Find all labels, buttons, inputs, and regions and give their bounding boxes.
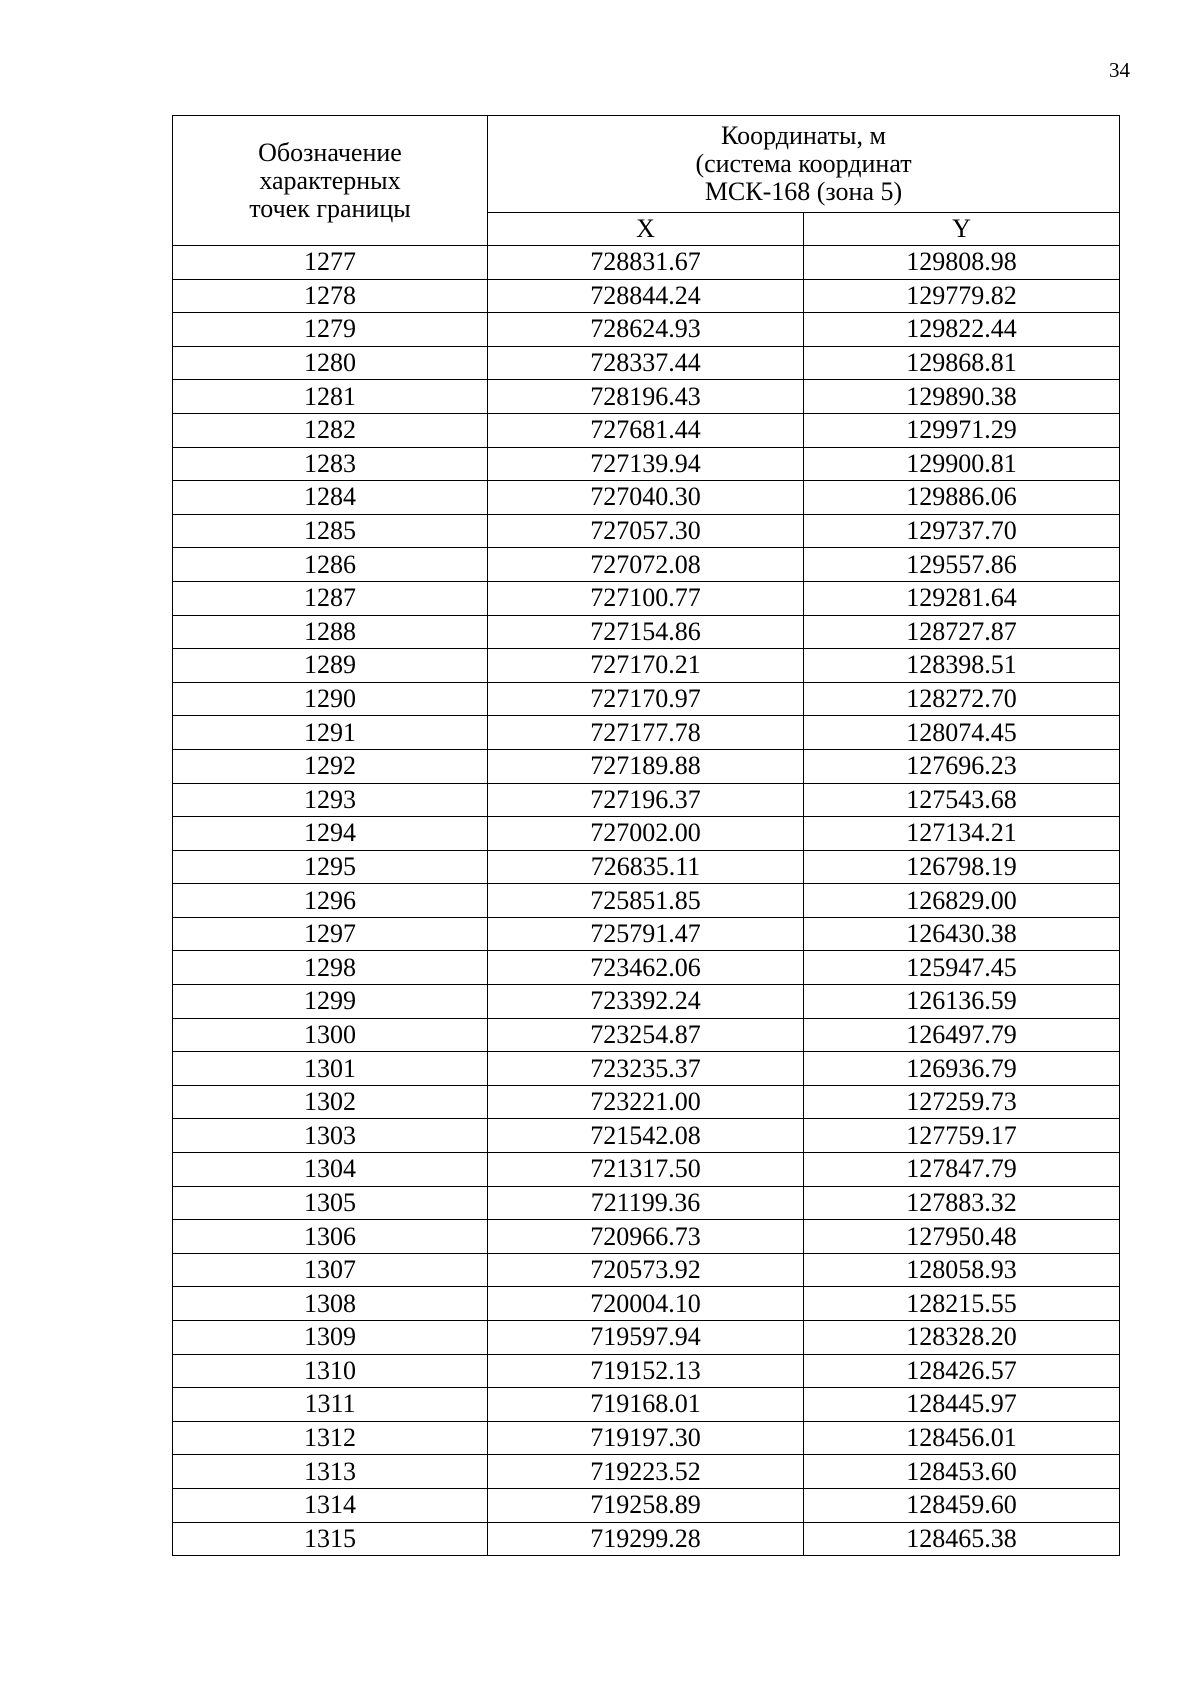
- table-row: [173, 850, 1120, 884]
- point-cell: 1286: [173, 548, 488, 582]
- y-cell: 127259.73: [804, 1085, 1120, 1119]
- table-row: [173, 246, 1120, 280]
- point-cell: 1309: [173, 1321, 488, 1355]
- y-cell: 128272.70: [804, 682, 1120, 716]
- point-cell: 1301: [173, 1052, 488, 1086]
- x-cell: 728844.24: [488, 279, 804, 313]
- table-row: [173, 1321, 1120, 1355]
- point-cell: 1300: [173, 1018, 488, 1052]
- y-cell: 127883.32: [804, 1186, 1120, 1220]
- table-row: [173, 1455, 1120, 1489]
- x-cell: 727170.21: [488, 649, 804, 683]
- point-cell: 1310: [173, 1354, 488, 1388]
- coordinates-table: [172, 115, 1120, 1556]
- table-row: [173, 514, 1120, 548]
- point-cell: 1307: [173, 1253, 488, 1287]
- x-cell: 727154.86: [488, 615, 804, 649]
- y-cell: 128328.20: [804, 1321, 1120, 1355]
- y-cell: 128215.55: [804, 1287, 1120, 1321]
- point-cell: 1283: [173, 447, 488, 481]
- table-row: [173, 1253, 1120, 1287]
- x-cell: 721199.36: [488, 1186, 804, 1220]
- y-cell: 129886.06: [804, 481, 1120, 515]
- y-cell: 129900.81: [804, 447, 1120, 481]
- table-row: [173, 1153, 1120, 1187]
- y-cell: 127759.17: [804, 1119, 1120, 1153]
- x-cell: 727139.94: [488, 447, 804, 481]
- point-cell: 1314: [173, 1488, 488, 1522]
- y-cell: 129779.82: [804, 279, 1120, 313]
- x-cell: 727177.78: [488, 716, 804, 750]
- x-cell: 727057.30: [488, 514, 804, 548]
- table-row: [173, 481, 1120, 515]
- point-cell: 1277: [173, 246, 488, 280]
- table-row: [173, 380, 1120, 414]
- point-cell: 1285: [173, 514, 488, 548]
- point-cell: 1293: [173, 783, 488, 817]
- table-row: [173, 413, 1120, 447]
- x-cell: 727189.88: [488, 749, 804, 783]
- y-cell: 127696.23: [804, 749, 1120, 783]
- point-cell: 1297: [173, 917, 488, 951]
- x-cell: 727681.44: [488, 413, 804, 447]
- point-cell: 1289: [173, 649, 488, 683]
- coordinates-header-line: Координаты, м: [721, 121, 886, 150]
- point-cell: 1296: [173, 884, 488, 918]
- table-row: [173, 884, 1120, 918]
- table-row: [173, 581, 1120, 615]
- x-cell: 728337.44: [488, 346, 804, 380]
- x-cell: 727170.97: [488, 682, 804, 716]
- x-cell: 723254.87: [488, 1018, 804, 1052]
- table-row: [173, 1388, 1120, 1422]
- point-cell: 1308: [173, 1287, 488, 1321]
- coordinates-header-line: (система координат: [695, 149, 912, 178]
- point-cell: 1315: [173, 1522, 488, 1556]
- y-cell: 127543.68: [804, 783, 1120, 817]
- y-cell: 127134.21: [804, 817, 1120, 851]
- table-row: [173, 649, 1120, 683]
- table-row: [173, 313, 1120, 347]
- y-cell: 128074.45: [804, 716, 1120, 750]
- y-cell: 129808.98: [804, 246, 1120, 280]
- y-column-header: Y: [804, 213, 1120, 246]
- point-column-header: [173, 116, 488, 246]
- y-cell: 128727.87: [804, 615, 1120, 649]
- table-row: [173, 1018, 1120, 1052]
- y-cell: 129868.81: [804, 346, 1120, 380]
- x-cell: 719299.28: [488, 1522, 804, 1556]
- point-cell: 1303: [173, 1119, 488, 1153]
- y-cell: 128465.38: [804, 1522, 1120, 1556]
- point-cell: 1284: [173, 481, 488, 515]
- x-cell: 720573.92: [488, 1253, 804, 1287]
- coordinates-column-header: [488, 116, 1120, 213]
- point-cell: 1298: [173, 951, 488, 985]
- point-cell: 1291: [173, 716, 488, 750]
- y-cell: 126497.79: [804, 1018, 1120, 1052]
- table-row: [173, 682, 1120, 716]
- point-cell: 1295: [173, 850, 488, 884]
- y-cell: 128445.97: [804, 1388, 1120, 1422]
- table-row: [173, 447, 1120, 481]
- y-cell: 129281.64: [804, 581, 1120, 615]
- y-cell: 129971.29: [804, 413, 1120, 447]
- table-row: [173, 1421, 1120, 1455]
- point-cell: 1290: [173, 682, 488, 716]
- y-cell: 129890.38: [804, 380, 1120, 414]
- x-cell: 728196.43: [488, 380, 804, 414]
- x-cell: 728831.67: [488, 246, 804, 280]
- table-row: [173, 279, 1120, 313]
- y-cell: 129557.86: [804, 548, 1120, 582]
- y-cell: 126829.00: [804, 884, 1120, 918]
- table-row: [173, 615, 1120, 649]
- y-cell: 127847.79: [804, 1153, 1120, 1187]
- point-header-line: точек границы: [249, 193, 411, 223]
- table-row: [173, 1354, 1120, 1388]
- table-row: [173, 951, 1120, 985]
- x-column-header: X: [488, 213, 804, 246]
- table-body: [173, 246, 1120, 1556]
- y-cell: 128459.60: [804, 1488, 1120, 1522]
- y-cell: 126936.79: [804, 1052, 1120, 1086]
- table-row: [173, 1488, 1120, 1522]
- y-cell: 125947.45: [804, 951, 1120, 985]
- table-row: [173, 1287, 1120, 1321]
- x-cell: 727072.08: [488, 548, 804, 582]
- x-cell: 719197.30: [488, 1421, 804, 1455]
- y-cell: 127950.48: [804, 1220, 1120, 1254]
- table-row: [173, 1052, 1120, 1086]
- point-cell: 1287: [173, 581, 488, 615]
- table-row: [173, 1220, 1120, 1254]
- x-cell: 723392.24: [488, 985, 804, 1019]
- y-cell: 126136.59: [804, 985, 1120, 1019]
- table-row: [173, 346, 1120, 380]
- coordinates-header-line: МСК-168 (зона 5): [704, 177, 903, 206]
- x-cell: 726835.11: [488, 850, 804, 884]
- point-cell: 1302: [173, 1085, 488, 1119]
- x-cell: 728624.93: [488, 313, 804, 347]
- table-row: [173, 548, 1120, 582]
- table-row: [173, 1119, 1120, 1153]
- point-cell: 1279: [173, 313, 488, 347]
- point-header-line: характерных: [259, 165, 401, 195]
- point-cell: 1288: [173, 615, 488, 649]
- table-row: [173, 1522, 1120, 1556]
- point-cell: 1282: [173, 413, 488, 447]
- y-cell: 129737.70: [804, 514, 1120, 548]
- x-cell: 725791.47: [488, 917, 804, 951]
- y-cell: 128058.93: [804, 1253, 1120, 1287]
- x-cell: 723235.37: [488, 1052, 804, 1086]
- y-cell: 126798.19: [804, 850, 1120, 884]
- x-cell: 719597.94: [488, 1321, 804, 1355]
- x-cell: 725851.85: [488, 884, 804, 918]
- point-cell: 1299: [173, 985, 488, 1019]
- table-row: [173, 817, 1120, 851]
- table-row: [173, 749, 1120, 783]
- x-cell: 720004.10: [488, 1287, 804, 1321]
- x-cell: 727100.77: [488, 581, 804, 615]
- y-cell: 128426.57: [804, 1354, 1120, 1388]
- point-cell: 1311: [173, 1388, 488, 1422]
- point-cell: 1278: [173, 279, 488, 313]
- x-cell: 723462.06: [488, 951, 804, 985]
- table-row: [173, 716, 1120, 750]
- y-cell: 128453.60: [804, 1455, 1120, 1489]
- point-cell: 1305: [173, 1186, 488, 1220]
- point-cell: 1304: [173, 1153, 488, 1187]
- point-cell: 1292: [173, 749, 488, 783]
- x-cell: 719152.13: [488, 1354, 804, 1388]
- point-cell: 1281: [173, 380, 488, 414]
- y-cell: 126430.38: [804, 917, 1120, 951]
- table-row: [173, 985, 1120, 1019]
- point-cell: 1306: [173, 1220, 488, 1254]
- point-header-line: Обозначение: [258, 137, 402, 167]
- point-cell: 1294: [173, 817, 488, 851]
- x-cell: 719168.01: [488, 1388, 804, 1422]
- x-cell: 719258.89: [488, 1488, 804, 1522]
- table-row: [173, 1085, 1120, 1119]
- x-cell: 719223.52: [488, 1455, 804, 1489]
- table-header: [173, 116, 1120, 246]
- x-cell: 727002.00: [488, 817, 804, 851]
- x-cell: 720966.73: [488, 1220, 804, 1254]
- page-number: 34: [1109, 58, 1130, 82]
- y-cell: 129822.44: [804, 313, 1120, 347]
- y-cell: 128398.51: [804, 649, 1120, 683]
- x-cell: 721542.08: [488, 1119, 804, 1153]
- point-cell: 1313: [173, 1455, 488, 1489]
- x-cell: 727196.37: [488, 783, 804, 817]
- y-cell: 128456.01: [804, 1421, 1120, 1455]
- table-row: [173, 1186, 1120, 1220]
- x-cell: 723221.00: [488, 1085, 804, 1119]
- x-cell: 727040.30: [488, 481, 804, 515]
- x-cell: 721317.50: [488, 1153, 804, 1187]
- point-cell: 1312: [173, 1421, 488, 1455]
- table-row: [173, 783, 1120, 817]
- table-row: [173, 917, 1120, 951]
- point-cell: 1280: [173, 346, 488, 380]
